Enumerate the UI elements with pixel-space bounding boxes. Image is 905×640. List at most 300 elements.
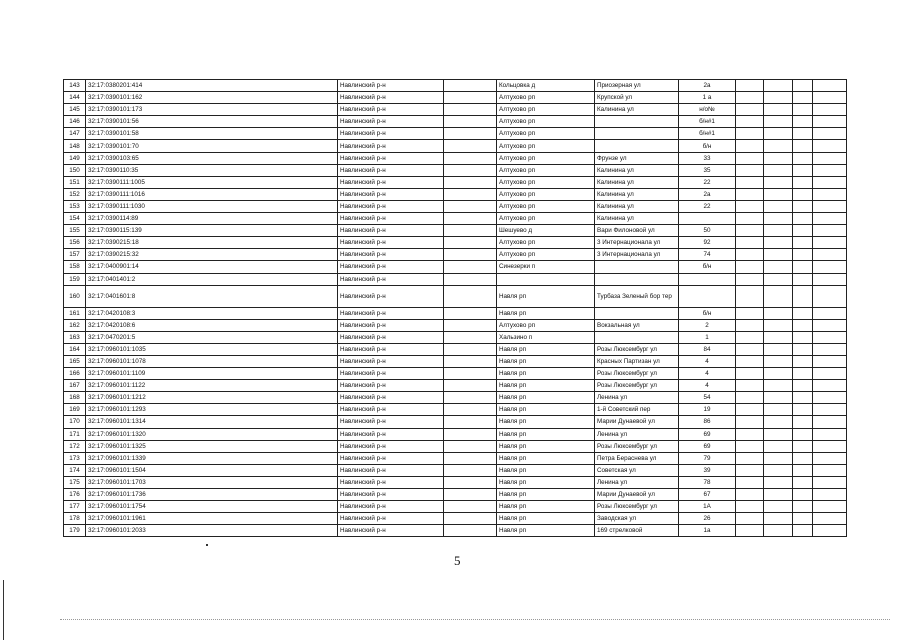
settlement-cell: Навля рп (497, 476, 595, 488)
empty-cell (813, 176, 847, 188)
empty-cell (793, 307, 813, 319)
empty-cell (793, 225, 813, 237)
empty-cell (444, 285, 497, 307)
settlement-cell: Навля рп (497, 392, 595, 404)
settlement-cell (497, 273, 595, 285)
house-cell: 2а (679, 188, 736, 200)
district-cell: Навлинский р-н (338, 404, 444, 416)
table-row (64, 128, 847, 140)
empty-cell (736, 501, 764, 513)
cadastral-number: 32:17:0960101:1961 (86, 513, 338, 525)
row-number: 149 (64, 152, 86, 164)
settlement-cell: Навля рп (497, 440, 595, 452)
table-row (64, 489, 847, 501)
district-cell: Навлинский р-н (338, 392, 444, 404)
row-number: 158 (64, 261, 86, 273)
empty-cell (736, 213, 764, 225)
empty-cell (736, 116, 764, 128)
cadastral-number: 32:17:0960101:1109 (86, 368, 338, 380)
empty-cell (444, 200, 497, 212)
empty-cell (736, 237, 764, 249)
settlement-cell: Алтухово рп (497, 164, 595, 176)
row-number: 167 (64, 380, 86, 392)
street-cell: Калинина ул (595, 188, 679, 200)
empty-cell (736, 404, 764, 416)
cadastral-number: 32:17:0390110:35 (86, 164, 338, 176)
table-row (64, 164, 847, 176)
empty-cell (764, 307, 793, 319)
empty-cell (764, 355, 793, 367)
row-number: 144 (64, 92, 86, 104)
table-row (64, 343, 847, 355)
settlement-cell: Навля рп (497, 404, 595, 416)
empty-cell (764, 285, 793, 307)
row-number: 173 (64, 452, 86, 464)
cadastral-number: 32:17:0390115:139 (86, 225, 338, 237)
cadastral-number: 32:17:0390215:32 (86, 249, 338, 261)
house-cell: 1А (679, 501, 736, 513)
empty-cell (813, 128, 847, 140)
empty-cell (764, 176, 793, 188)
empty-cell (736, 319, 764, 331)
empty-cell (764, 489, 793, 501)
empty-cell (764, 501, 793, 513)
settlement-cell: Алтухово рп (497, 319, 595, 331)
scan-speck (206, 544, 208, 546)
street-cell: Розы Люксембург ул (595, 343, 679, 355)
row-number: 145 (64, 104, 86, 116)
cadastral-number: 32:17:0960101:1212 (86, 392, 338, 404)
empty-cell (444, 164, 497, 176)
empty-cell (813, 440, 847, 452)
street-cell: Марии Дунаевой ул (595, 489, 679, 501)
empty-cell (813, 116, 847, 128)
empty-cell (813, 249, 847, 261)
district-cell: Навлинский р-н (338, 343, 444, 355)
empty-cell (813, 476, 847, 488)
table-row (64, 440, 847, 452)
empty-cell (444, 152, 497, 164)
empty-cell (444, 513, 497, 525)
street-cell: Марии Дунаевой ул (595, 416, 679, 428)
empty-cell (444, 464, 497, 476)
street-cell: Приозерная ул (595, 80, 679, 92)
empty-cell (444, 92, 497, 104)
empty-cell (444, 368, 497, 380)
settlement-cell: Навля рп (497, 416, 595, 428)
empty-cell (793, 368, 813, 380)
empty-cell (813, 319, 847, 331)
empty-cell (813, 343, 847, 355)
district-cell: Навлинский р-н (338, 452, 444, 464)
empty-cell (764, 392, 793, 404)
empty-cell (764, 343, 793, 355)
street-cell (595, 261, 679, 273)
table-row (64, 80, 847, 92)
empty-cell (813, 92, 847, 104)
settlement-cell: Навля рп (497, 368, 595, 380)
empty-cell (444, 501, 497, 513)
street-cell: Калинина ул (595, 200, 679, 212)
house-cell: 19 (679, 404, 736, 416)
empty-cell (444, 176, 497, 188)
empty-cell (813, 428, 847, 440)
scan-edge-mark (3, 580, 4, 640)
district-cell: Навлинский р-н (338, 501, 444, 513)
empty-cell (793, 104, 813, 116)
row-number: 179 (64, 525, 86, 537)
empty-cell (444, 261, 497, 273)
empty-cell (444, 380, 497, 392)
empty-cell (793, 176, 813, 188)
table-row (64, 213, 847, 225)
cadastral-number: 32:17:0960101:1078 (86, 355, 338, 367)
empty-cell (736, 476, 764, 488)
settlement-cell: Навля рп (497, 343, 595, 355)
house-cell: 69 (679, 440, 736, 452)
table-row (64, 319, 847, 331)
house-cell: 22 (679, 200, 736, 212)
empty-cell (813, 164, 847, 176)
settlement-cell: Навля рп (497, 307, 595, 319)
house-cell: б/н#1 (679, 128, 736, 140)
cadastral-number: 32:17:0960101:1320 (86, 428, 338, 440)
district-cell: Навлинский р-н (338, 319, 444, 331)
empty-cell (736, 200, 764, 212)
empty-cell (793, 140, 813, 152)
table-row (64, 140, 847, 152)
empty-cell (736, 428, 764, 440)
settlement-cell: Кольцовка д (497, 80, 595, 92)
district-cell: Навлинский р-н (338, 464, 444, 476)
empty-cell (736, 416, 764, 428)
empty-cell (736, 80, 764, 92)
empty-cell (736, 152, 764, 164)
house-cell: 69 (679, 428, 736, 440)
empty-cell (444, 489, 497, 501)
row-number: 152 (64, 188, 86, 200)
empty-cell (764, 213, 793, 225)
table-row (64, 501, 847, 513)
house-cell: 54 (679, 392, 736, 404)
table-row (64, 176, 847, 188)
empty-cell (764, 261, 793, 273)
empty-cell (764, 380, 793, 392)
empty-cell (764, 200, 793, 212)
empty-cell (764, 452, 793, 464)
district-cell: Навлинский р-н (338, 428, 444, 440)
street-cell: Розы Люксембург ул (595, 501, 679, 513)
empty-cell (793, 164, 813, 176)
house-cell: 92 (679, 237, 736, 249)
row-number: 154 (64, 213, 86, 225)
cadastral-number: 32:17:0400901:14 (86, 261, 338, 273)
empty-cell (736, 261, 764, 273)
street-cell: Крупской ул (595, 92, 679, 104)
settlement-cell: Алтухово рп (497, 176, 595, 188)
street-cell: Калинина ул (595, 104, 679, 116)
empty-cell (764, 188, 793, 200)
empty-cell (444, 213, 497, 225)
row-number: 147 (64, 128, 86, 140)
empty-cell (736, 92, 764, 104)
empty-cell (736, 464, 764, 476)
street-cell: Розы Люксембург ул (595, 380, 679, 392)
empty-cell (444, 343, 497, 355)
district-cell: Навлинский р-н (338, 140, 444, 152)
cadastral-number: 32:17:0390101:56 (86, 116, 338, 128)
empty-cell (736, 489, 764, 501)
street-cell (595, 140, 679, 152)
empty-cell (793, 440, 813, 452)
empty-cell (736, 525, 764, 537)
district-cell: Навлинский р-н (338, 116, 444, 128)
empty-cell (793, 404, 813, 416)
house-cell: 78 (679, 476, 736, 488)
empty-cell (764, 440, 793, 452)
empty-cell (736, 392, 764, 404)
empty-cell (736, 368, 764, 380)
empty-cell (793, 200, 813, 212)
empty-cell (764, 152, 793, 164)
cadastral-number: 32:17:0960101:2033 (86, 525, 338, 537)
empty-cell (793, 188, 813, 200)
row-number: 161 (64, 307, 86, 319)
empty-cell (793, 464, 813, 476)
table-row (64, 92, 847, 104)
street-cell (595, 116, 679, 128)
empty-cell (764, 225, 793, 237)
settlement-cell: Навля рп (497, 501, 595, 513)
empty-cell (793, 92, 813, 104)
house-cell (679, 273, 736, 285)
empty-cell (813, 273, 847, 285)
row-number: 168 (64, 392, 86, 404)
house-cell: б/н (679, 307, 736, 319)
table-row (64, 152, 847, 164)
row-number: 172 (64, 440, 86, 452)
empty-cell (764, 80, 793, 92)
empty-cell (813, 140, 847, 152)
table-row (64, 355, 847, 367)
table-row (64, 464, 847, 476)
settlement-cell: Шешуево д (497, 225, 595, 237)
row-number: 160 (64, 285, 86, 307)
table-row (64, 200, 847, 212)
district-cell: Навлинский р-н (338, 368, 444, 380)
district-cell: Навлинский р-н (338, 152, 444, 164)
district-cell: Навлинский р-н (338, 416, 444, 428)
house-cell: 39 (679, 464, 736, 476)
empty-cell (764, 104, 793, 116)
settlement-cell: Навля рп (497, 525, 595, 537)
empty-cell (444, 104, 497, 116)
empty-cell (813, 416, 847, 428)
empty-cell (764, 476, 793, 488)
empty-cell (764, 273, 793, 285)
district-cell: Навлинский р-н (338, 525, 444, 537)
empty-cell (793, 80, 813, 92)
empty-cell (813, 200, 847, 212)
district-cell: Навлинский р-н (338, 176, 444, 188)
settlement-cell: Алтухово рп (497, 140, 595, 152)
empty-cell (444, 80, 497, 92)
settlement-cell: Навля рп (497, 513, 595, 525)
empty-cell (736, 513, 764, 525)
empty-cell (736, 176, 764, 188)
district-cell: Навлинский р-н (338, 104, 444, 116)
table-row (64, 307, 847, 319)
empty-cell (813, 404, 847, 416)
street-cell: Ленина ул (595, 476, 679, 488)
settlement-cell: Алтухово рп (497, 237, 595, 249)
district-cell: Навлинский р-н (338, 285, 444, 307)
cadastral-number: 32:17:0960101:1339 (86, 452, 338, 464)
district-cell: Навлинский р-н (338, 188, 444, 200)
settlement-cell: Алтухово рп (497, 128, 595, 140)
district-cell: Навлинский р-н (338, 273, 444, 285)
empty-cell (764, 368, 793, 380)
settlement-cell: Алтухово рп (497, 116, 595, 128)
district-cell: Навлинский р-н (338, 355, 444, 367)
empty-cell (793, 355, 813, 367)
settlement-cell: Алтухово рп (497, 200, 595, 212)
row-number: 163 (64, 331, 86, 343)
empty-cell (444, 416, 497, 428)
empty-cell (793, 380, 813, 392)
empty-cell (444, 319, 497, 331)
table-row (64, 237, 847, 249)
empty-cell (444, 237, 497, 249)
district-cell: Навлинский р-н (338, 331, 444, 343)
street-cell: 3 Интернационала ул (595, 237, 679, 249)
cadastral-number: 32:17:0390101:58 (86, 128, 338, 140)
empty-cell (764, 164, 793, 176)
cadastral-number: 32:17:0960101:1754 (86, 501, 338, 513)
empty-cell (813, 152, 847, 164)
empty-cell (764, 428, 793, 440)
empty-cell (736, 380, 764, 392)
table-row (64, 428, 847, 440)
empty-cell (736, 249, 764, 261)
house-cell: 1 (679, 331, 736, 343)
settlement-cell: Алтухово рп (497, 104, 595, 116)
house-cell: б/н (679, 140, 736, 152)
table-row (64, 416, 847, 428)
scan-bottom-noise (60, 619, 890, 620)
empty-cell (736, 331, 764, 343)
empty-cell (813, 525, 847, 537)
empty-cell (793, 343, 813, 355)
house-cell: 35 (679, 164, 736, 176)
row-number: 157 (64, 249, 86, 261)
settlement-cell: Алтухово рп (497, 152, 595, 164)
cadastral-number: 32:17:0401401:2 (86, 273, 338, 285)
empty-cell (444, 116, 497, 128)
empty-cell (813, 307, 847, 319)
house-cell: 2 (679, 319, 736, 331)
empty-cell (793, 489, 813, 501)
empty-cell (444, 476, 497, 488)
empty-cell (793, 476, 813, 488)
empty-cell (793, 249, 813, 261)
house-cell: 84 (679, 343, 736, 355)
empty-cell (813, 355, 847, 367)
empty-cell (793, 392, 813, 404)
row-number: 175 (64, 476, 86, 488)
cadastral-number: 32:17:0390111:1005 (86, 176, 338, 188)
street-cell: Калинина ул (595, 164, 679, 176)
street-cell: Красных Партизан ул (595, 355, 679, 367)
district-cell: Навлинский р-н (338, 249, 444, 261)
empty-cell (444, 525, 497, 537)
settlement-cell: Навля рп (497, 489, 595, 501)
empty-cell (793, 152, 813, 164)
street-cell: Петра Бераснева ул (595, 452, 679, 464)
table-row (64, 380, 847, 392)
empty-cell (444, 392, 497, 404)
row-number: 143 (64, 80, 86, 92)
empty-cell (813, 392, 847, 404)
row-number: 159 (64, 273, 86, 285)
house-cell: 4 (679, 380, 736, 392)
street-cell: Вокзальная ул (595, 319, 679, 331)
empty-cell (813, 285, 847, 307)
empty-cell (444, 331, 497, 343)
house-cell: 50 (679, 225, 736, 237)
district-cell: Навлинский р-н (338, 380, 444, 392)
empty-cell (793, 261, 813, 273)
settlement-cell: Алтухово рп (497, 92, 595, 104)
table-row (64, 331, 847, 343)
cadastral-number: 32:17:0420108:3 (86, 307, 338, 319)
empty-cell (736, 140, 764, 152)
cadastral-number: 32:17:0390101:173 (86, 104, 338, 116)
empty-cell (764, 140, 793, 152)
table-body (64, 80, 847, 537)
table-row (64, 525, 847, 537)
cadastral-number: 32:17:0420108:6 (86, 319, 338, 331)
table-row (64, 188, 847, 200)
empty-cell (793, 416, 813, 428)
empty-cell (736, 164, 764, 176)
house-cell: 67 (679, 489, 736, 501)
cadastral-number: 32:17:0960101:1035 (86, 343, 338, 355)
empty-cell (813, 368, 847, 380)
empty-cell (736, 104, 764, 116)
settlement-cell: Алтухово рп (497, 213, 595, 225)
cadastral-number: 32:17:0960101:1325 (86, 440, 338, 452)
empty-cell (736, 307, 764, 319)
empty-cell (444, 140, 497, 152)
empty-cell (736, 452, 764, 464)
cadastral-number: 32:17:0390103:65 (86, 152, 338, 164)
empty-cell (736, 128, 764, 140)
table-row (64, 116, 847, 128)
district-cell: Навлинский р-н (338, 80, 444, 92)
cadastral-number: 32:17:0960101:1293 (86, 404, 338, 416)
empty-cell (736, 285, 764, 307)
settlement-cell: Алтухово рп (497, 249, 595, 261)
district-cell: Навлинский р-н (338, 489, 444, 501)
empty-cell (444, 225, 497, 237)
cadastral-number: 32:17:0380201:414 (86, 80, 338, 92)
empty-cell (813, 452, 847, 464)
empty-cell (793, 128, 813, 140)
street-cell: Турбаза Зеленый бор тер (595, 285, 679, 307)
district-cell: Навлинский р-н (338, 261, 444, 273)
table-row (64, 285, 847, 307)
